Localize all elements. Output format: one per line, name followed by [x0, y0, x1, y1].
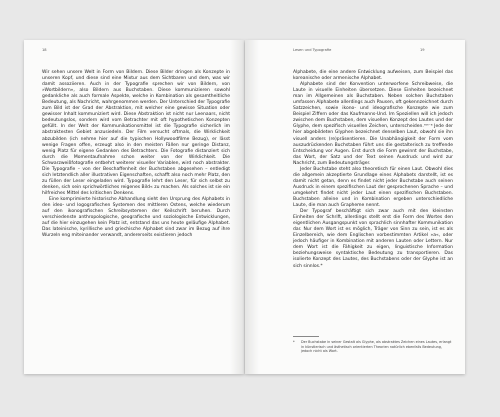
left-page — [24, 40, 244, 374]
right-paragraph-1: Alphabete, die eine andere Entwicklung aufweisen, zum Beispiel das koreanische oder armenische Alphabet. — [293, 70, 453, 82]
right-paragraph-4: Der Typograf beschäftigt sich zwar auch mit den kleinsten Einheiten der Schrift, allerdings stellt erst die Form des Wortes den eigentlichen Ausgangspunkt von sprachlich sinnhafter Kommunikation dar. Nur dem Wort ist es möglich, Träger von Sinn zu sein, ist es als Einzelbereich, wie dem Englischen vorbestimmten Artikel »a«, oder jedoch häufiger in Kombination mit anderen Lauten oder Lettern. Nur dem Wort ist die Fähigkeit zu eigen, linguistische Information beziehungsweise syntaktische Bedeutung zu transportieren. Das isolierte Konzept des Lautes, des Buchstabens oder der Glyphe ist an sich sinnlos.* — [293, 209, 453, 269]
right-paragraph-2: Alphabete sind der Konvention unterworfene Schreibweise, die Laute in visuelle Einheiten übersetzen. Diese Einheiten bezeichnet man im Allgemeinen als Buchstaben. Neben solchen Buchstaben umfassen Alphabete allerdings auch Pausen, oft gekennzeichnet durch Satzzeichen, sowie ikono- und ideografische Konzepte wie zum Beispiel Ziffern oder das Kaufmanns-Und. Im Speziellen will ich jedoch zwischen dem Buchstaben, dem visuellen Konzept des Lautes und der Glyphe, dem spezifisch visuellen Zeichen, unterscheiden.ᵐⁿ⁻ᵃ Jede der hier abgebildeten Glyphen bezeichnet denselben Laut, obwohl sie ihn visuell anders (re)präsentieren. Die Unabhängigkeit der Form vom auszudrückenden Buchstaben führt uns die gestalterisch zu treffende Entscheidung vor Augen. Erst durch die Form gewinnt der Buchstabe, das Wort, der Satz und der Text seinen Ausdruck und wird zur Nachricht, zum Bedeutungsträger. — [293, 82, 453, 166]
left-paragraph-2: Eine komprimierte historische Abhandlung sieht den Ursprung des Alphabets in den ideo- und logografischen Systemen des mittleren Ostens, welche wiederum auf den ikonografischen Schreibsystemen der Keilschrift beruhen. Durch verschiedenste anthropologische, geografische und soziologische Entwicklungen, auf die hier einzugehen kein Platz ist, entstand das uns heute geläufige Alphabet. Das lateinische, kyrillische und griechische Alphabet sind zwar im Bezug auf ihre Wurzeln eng miteinander verwandt, andererseits existieren jedoch — [42, 196, 230, 239]
right-page-number: 19 — [420, 48, 425, 52]
book-spread — [24, 40, 465, 374]
footnote-text: Der Buchstabe in seiner Gestalt als Glyphe, als abstraktes Zeichen eines Lautes, erlangt in künstlerisch und ästhetisch orientierten Theorien natürlich ebenfalls Bedeutung, jedoch nicht als Wort. — [301, 340, 452, 354]
right-page-running-head: Lesen und Typografie — [293, 48, 332, 52]
right-page — [245, 40, 465, 374]
right-page-body — [293, 70, 453, 270]
right-gutter-shadow — [245, 40, 259, 374]
left-page-body — [42, 70, 230, 239]
right-paragraph-3: Jeder Buchstabe steht also theoretisch für einen Laut. Obwohl dies die allgemein akzeptierte Grundlage eines Alphabets darstellt, ist es damit nicht getan, denn es findet nicht jeder Buchstabe auch seinen Ausdruck in einem spezifischen Laut der gesprochenen Sprache – und umgekehrt findet nicht jeder Laut einen spezifischen Buchstaben. Buchstaben alleine und in Kombination ergeben unterschiedliche Laute, die man auch Grapheme nennt. — [293, 166, 453, 209]
left-page-number: 18 — [42, 48, 47, 52]
footnote-rule — [293, 336, 319, 337]
footnote-marker: * — [293, 340, 295, 344]
left-gutter-shadow — [230, 40, 244, 374]
left-paragraph-1: Wir sehen unsere Welt in Form von Bildern. Diese Bilder dringen als Konzepte in unseren Kopf, und diese sind eine Mixtur aus dem Sichtbaren und dem, was wir damit assoziieren. Auch in der Typografie sprechen wir von Bildern, von »Wortbildern«, also Bildern aus Buchstaben. Diese kommunizieren sowohl gedankliche als auch formale Aspekte, welche in Kombination als gesamtheitliche Bedeutung, als Nachricht, wahrgenommen werden. Der Unterschied der Typografie zum Bild ist der Grad der Abstraktion, mit welcher eine gewisse Situation oder gewisser Inhalt kommuniziert wird. Diese Abstraktion ist nicht nur Leenaars, nicht bedeutungslos, sondern wird vom Betrachter mit oft hypothetischen Konzepten gefüllt. In der Welt der Kommunikationsmittel ist die Typografie sicherlich im abstraktesten Gebiet anzusiedeln. Der Film versucht oftmals, die Wirklichkeit abzubilden (ich nehme hier auf die typischen Hollywoodfilme Bezug), er lässt wenige Fragen offen, erzeugt also in den meisten Fällen nur geringe Distanz, wenig Platz für eigene Gedanken des Betrachters. Die Fotografie distanziert sich durch die Momentaufnahme schon weiter von der Wirklichkeit. Die Schwarzweißfotografie entbehrt weiterer visueller Variablen, wird noch abstrakter. Die Typografie – von der Beschaffenheit der Buchstaben abgesehen – entledigt sich letztendlich aller illustrativen Eigenschaften, schafft also noch mehr Platz, den zu füllen der Leser eingeladen wird. Typografie lehrt den Leser, für sich selbst zu denken, sich sein sprichwörtliches reigenes Bild« zu machen. Als solches ist sie ein hilfreiches Mittel des kritischen Denkens. — [42, 70, 230, 196]
left-page-header — [42, 48, 47, 52]
